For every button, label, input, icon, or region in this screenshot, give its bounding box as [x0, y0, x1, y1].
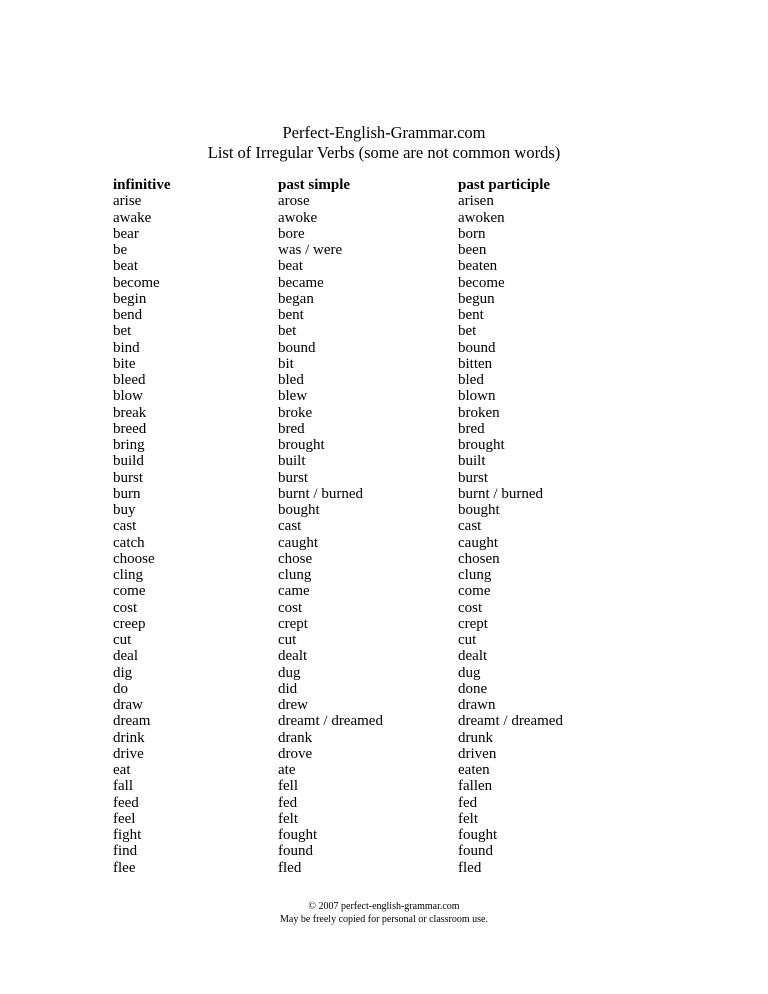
- verb-cell-past-participle: born: [458, 225, 486, 242]
- column-infinitive: [113, 177, 171, 876]
- verb-cell-past-simple: fought: [278, 827, 318, 843]
- verb-cell-infinitive: flee: [113, 859, 136, 876]
- verb-cell-infinitive: buy: [113, 502, 136, 518]
- page-subtitle: List of Irregular Verbs (some are not common words): [207, 143, 561, 162]
- verb-cell-past-participle: cast: [458, 518, 482, 535]
- verb-cell-past-simple: dug: [278, 664, 301, 681]
- verb-cell-past-simple: dreamt / dreamed: [278, 713, 383, 730]
- verb-cell-infinitive: feel: [113, 810, 136, 827]
- verb-cell-past-simple: chose: [278, 550, 313, 567]
- verb-cell-infinitive: come: [113, 583, 146, 600]
- verb-cell-infinitive: choose: [113, 550, 155, 567]
- verb-cell-past-participle: cut: [458, 632, 477, 648]
- verb-cell-infinitive: fall: [113, 778, 133, 795]
- verb-cell-infinitive: bet: [113, 323, 132, 340]
- verb-cell-past-participle: found: [458, 843, 493, 860]
- verb-cell-infinitive: awake: [113, 209, 152, 226]
- verb-cell-infinitive: break: [113, 404, 147, 421]
- verb-cell-infinitive: arise: [113, 193, 142, 210]
- verb-cell-past-simple: fled: [278, 859, 302, 876]
- verb-cell-past-participle: chosen: [458, 550, 500, 567]
- footer-copyright: © 2007 perfect-english-grammar.com: [308, 901, 460, 912]
- verb-cell-past-simple: clung: [278, 567, 312, 583]
- verb-cell-infinitive: fight: [113, 827, 142, 843]
- verb-cell-infinitive: beat: [113, 258, 138, 275]
- column-header-infinitive: infinitive: [113, 177, 171, 193]
- verb-cell-past-simple: broke: [278, 404, 313, 421]
- verb-cell-infinitive: dig: [113, 664, 133, 681]
- column-past-simple: [278, 177, 383, 876]
- verb-cell-past-participle: built: [458, 453, 486, 470]
- verb-cell-past-participle: dealt: [458, 648, 488, 665]
- verb-cell-past-simple: awoke: [278, 209, 318, 226]
- verb-cell-infinitive: blow: [113, 388, 143, 405]
- verb-cell-infinitive: cost: [113, 599, 138, 616]
- verb-cell-past-simple: cast: [278, 518, 302, 535]
- verb-cell-infinitive: bind: [113, 339, 140, 356]
- verb-cell-past-simple: bled: [278, 372, 304, 388]
- verb-cell-infinitive: bite: [113, 355, 136, 372]
- verb-cell-past-simple: was / were: [278, 242, 343, 258]
- verb-cell-past-participle: fought: [458, 827, 498, 843]
- verb-cell-infinitive: dream: [113, 713, 151, 730]
- verb-cell-infinitive: deal: [113, 648, 138, 665]
- verb-cell-past-simple: bent: [278, 307, 304, 323]
- verb-cell-past-simple: built: [278, 453, 306, 470]
- verb-cell-past-participle: bent: [458, 307, 484, 323]
- verb-cell-past-simple: came: [278, 583, 310, 600]
- verb-cell-past-simple: drank: [278, 729, 313, 746]
- verb-cell-past-simple: burnt / burned: [278, 485, 363, 502]
- verb-cell-past-participle: felt: [458, 810, 478, 827]
- verb-cell-past-participle: cost: [458, 599, 483, 616]
- verb-cell-infinitive: become: [113, 274, 160, 291]
- verb-cell-past-simple: drew: [278, 697, 308, 713]
- verb-cell-past-participle: eaten: [458, 762, 490, 778]
- verb-cell-past-participle: drunk: [458, 729, 493, 746]
- verb-cell-infinitive: burst: [113, 469, 143, 486]
- verb-cell-past-participle: begun: [458, 290, 495, 307]
- column-header-past-participle: past participle: [458, 177, 551, 193]
- verb-cell-past-participle: caught: [458, 534, 498, 551]
- verb-cell-past-participle: bled: [458, 372, 484, 388]
- verb-cell-past-participle: crept: [458, 615, 488, 632]
- column-past-participle: [458, 177, 563, 876]
- verb-cell-past-participle: clung: [458, 567, 492, 583]
- verb-cell-past-simple: bought: [278, 502, 320, 518]
- verb-cell-past-participle: fed: [458, 794, 478, 811]
- site-title: Perfect-English-Grammar.com: [282, 123, 486, 142]
- verb-cell-infinitive: drive: [113, 745, 144, 762]
- verb-cell-infinitive: drink: [113, 729, 145, 746]
- verb-cell-past-simple: brought: [278, 437, 325, 453]
- verb-cell-past-simple: arose: [278, 193, 310, 210]
- verb-cell-past-participle: been: [458, 242, 487, 258]
- verb-cell-past-simple: cost: [278, 599, 303, 616]
- verb-cell-past-simple: crept: [278, 615, 308, 632]
- verb-cell-past-participle: bet: [458, 323, 477, 340]
- verb-cell-past-participle: brought: [458, 437, 505, 453]
- column-header-past-simple: past simple: [278, 177, 351, 193]
- verb-cell-infinitive: cut: [113, 632, 132, 648]
- verb-cell-past-participle: fled: [458, 859, 482, 876]
- verb-cell-past-simple: did: [278, 680, 298, 697]
- verb-cell-infinitive: eat: [113, 762, 131, 778]
- verb-cell-infinitive: bear: [113, 225, 139, 242]
- verb-cell-past-simple: burst: [278, 469, 308, 486]
- verb-cell-infinitive: breed: [113, 420, 147, 437]
- verb-cell-past-simple: bound: [278, 339, 316, 356]
- verb-cell-infinitive: cast: [113, 518, 137, 535]
- verb-cell-past-participle: bound: [458, 339, 496, 356]
- verb-cell-past-simple: bit: [278, 355, 294, 372]
- verb-cell-infinitive: feed: [113, 794, 139, 811]
- verb-cell-past-simple: became: [278, 274, 324, 291]
- verb-cell-past-participle: bought: [458, 502, 500, 518]
- verb-cell-past-simple: caught: [278, 534, 318, 551]
- verb-cell-infinitive: do: [113, 680, 128, 697]
- verb-cell-past-participle: become: [458, 274, 505, 291]
- verb-cell-past-simple: ate: [278, 762, 296, 778]
- verb-cell-past-participle: arisen: [458, 193, 494, 210]
- verb-cell-past-simple: cut: [278, 632, 297, 648]
- verb-cell-past-participle: come: [458, 583, 491, 600]
- verb-cell-infinitive: draw: [113, 697, 143, 713]
- verb-cell-past-simple: began: [278, 290, 314, 307]
- verb-cell-infinitive: bleed: [113, 372, 146, 388]
- verb-cell-past-participle: drawn: [458, 697, 496, 713]
- verb-cell-past-participle: dreamt / dreamed: [458, 713, 563, 730]
- verb-cell-infinitive: catch: [113, 534, 145, 551]
- verb-cell-past-participle: broken: [458, 404, 500, 421]
- verb-cell-infinitive: cling: [113, 567, 143, 583]
- verb-cell-infinitive: build: [113, 453, 144, 470]
- verb-cell-past-participle: driven: [458, 745, 497, 762]
- verb-cell-past-simple: felt: [278, 810, 298, 827]
- verb-cell-past-participle: awoken: [458, 209, 505, 226]
- verb-cell-past-simple: drove: [278, 745, 313, 762]
- verb-cell-past-participle: done: [458, 680, 488, 697]
- verb-cell-infinitive: creep: [113, 615, 146, 632]
- verb-cell-infinitive: find: [113, 843, 138, 860]
- verb-cell-past-participle: fallen: [458, 778, 493, 795]
- verb-cell-past-simple: beat: [278, 258, 303, 275]
- verb-cell-past-simple: bred: [278, 420, 305, 437]
- verb-cell-past-simple: bore: [278, 225, 305, 242]
- verb-cell-past-simple: dealt: [278, 648, 308, 665]
- footer-note: May be freely copied for personal or classroom use.: [280, 914, 488, 925]
- verb-cell-past-participle: burst: [458, 469, 488, 486]
- verb-cell-infinitive: burn: [113, 485, 141, 502]
- verb-cell-past-participle: dug: [458, 664, 481, 681]
- verb-cell-past-participle: blown: [458, 388, 496, 405]
- verb-cell-infinitive: bend: [113, 307, 143, 323]
- verb-cell-past-participle: bitten: [458, 355, 493, 372]
- verb-cell-past-participle: beaten: [458, 258, 498, 275]
- verb-cell-infinitive: be: [113, 242, 128, 258]
- verb-cell-infinitive: bring: [113, 437, 145, 453]
- verb-cell-past-simple: bet: [278, 323, 297, 340]
- verb-cell-past-simple: found: [278, 843, 313, 860]
- verb-cell-past-simple: blew: [278, 388, 308, 405]
- verb-cell-infinitive: begin: [113, 290, 147, 307]
- verb-cell-past-participle: bred: [458, 420, 485, 437]
- verb-cell-past-simple: fed: [278, 794, 298, 811]
- verb-cell-past-simple: fell: [278, 778, 298, 795]
- verb-cell-past-participle: burnt / burned: [458, 485, 543, 502]
